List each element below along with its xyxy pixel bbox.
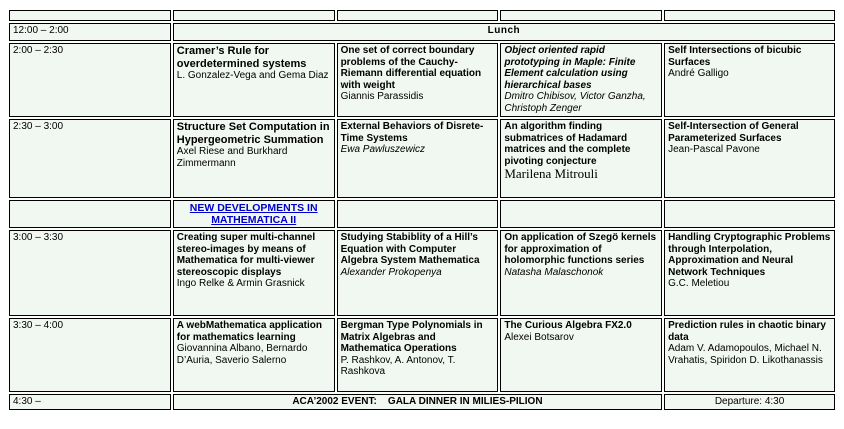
- talk-authors: André Galligo: [668, 68, 729, 79]
- empty-cell: [664, 200, 835, 228]
- talk-authors: Dmitro Chibisov, Victor Ganzha, Christoph Zenger: [504, 91, 646, 114]
- talk-authors: Axel Riese and Burkhard Zimmermann: [176, 146, 288, 169]
- table-row: [9, 119, 835, 198]
- talk-title: Studying Stabiblity of a Hill’s Equation with Computer Algebra System Mathematica: [340, 232, 480, 266]
- talk-authors: Adam V. Adamopoulos, Michael N. Vrahatis, Spiridon D. Likothanassis: [668, 343, 823, 366]
- departure-cell: Departure: 4:30: [664, 394, 835, 410]
- talk-title: The Curious Algebra FX2.0: [504, 320, 632, 331]
- talk-title: An algorithm finding submatrices of Hadamard matrices and the complete pivoting conjecture: [504, 121, 631, 167]
- talk-title: Structure Set Computation in Hypergeometric Summation: [176, 121, 330, 146]
- time-cell: 2:30 – 3:00: [9, 119, 171, 198]
- empty-cell: [337, 200, 499, 228]
- header-cell: [9, 10, 171, 21]
- talk-cell: [664, 318, 835, 392]
- session-link[interactable]: NEW DEVELOPMENTS IN MATHEMATICA II: [189, 202, 318, 226]
- time-cell: 2:00 – 2:30: [9, 43, 171, 117]
- talk-cell: [173, 43, 335, 117]
- table-row: [9, 230, 835, 316]
- talk-title: Prediction rules in chaotic binary data: [668, 320, 826, 343]
- header-cell: [337, 10, 499, 21]
- talk-authors: Natasha Malaschonok: [504, 266, 604, 278]
- talk-title: External Behaviors of Disrete-Time Systems: [340, 121, 484, 144]
- lunch-banner: Lunch: [173, 23, 835, 41]
- talk-title: Handling Cryptographic Problems through Interpolation, Approximation and Neural Network Techniques: [668, 232, 831, 278]
- talk-authors: Giannis Parassidis: [340, 91, 424, 102]
- talk-authors: Marilena Mitrouli: [504, 166, 598, 181]
- talk-title: Cramer’s Rule for overdetermined systems: [176, 45, 307, 70]
- talk-authors: Alexander Prokopenya: [340, 266, 442, 278]
- talk-cell: [664, 43, 835, 117]
- talk-title: One set of correct boundary problems of the Cauchy-Riemann differential equation with weight: [340, 45, 482, 91]
- empty-cell: [9, 200, 171, 228]
- talk-title: A webMathematica application for mathematics learning: [176, 320, 322, 343]
- talk-title: Self-Intersection of General Parameterized Surfaces: [668, 121, 799, 144]
- talk-authors: Giovannina Albano, Bernardo D’Auria, Saverio Salerno: [176, 343, 308, 366]
- talk-authors: G.C. Meletiou: [668, 278, 730, 289]
- talk-cell: [173, 119, 335, 198]
- table-row: [9, 23, 835, 41]
- talk-title: Bergman Type Polynomials in Matrix Algebras and Mathematica Operations: [340, 320, 483, 354]
- event-row: [9, 394, 835, 410]
- empty-cell: [500, 200, 662, 228]
- time-cell: 3:30 – 4:00: [9, 318, 171, 392]
- talk-title: Self Intersections of bicubic Surfaces: [668, 45, 802, 68]
- schedule-table: [7, 8, 837, 412]
- talk-authors: Ewa Pawluszewicz: [340, 144, 426, 155]
- talk-cell: [664, 119, 835, 198]
- talk-cell: [337, 119, 499, 198]
- talk-title: Creating super multi-channel stereo-images by means of Mathematica for multi-viewer stereoscopic displays: [176, 232, 316, 278]
- talk-authors: Ingo Relke & Armin Grasnick: [176, 278, 305, 289]
- talk-cell: [337, 43, 499, 117]
- table-row: [9, 318, 835, 392]
- gala-dinner-event: [173, 394, 662, 410]
- talk-authors: L. Gonzalez-Vega and Gema Diaz: [176, 70, 329, 81]
- session-cell: [173, 200, 335, 228]
- header-cell: [173, 10, 335, 21]
- talk-cell: [337, 230, 499, 316]
- talk-authors: P. Rashkov, A. Antonov, T. Rashkova: [340, 354, 456, 377]
- talk-cell: [337, 318, 499, 392]
- talk-authors: Jean-Pascal Pavone: [668, 144, 760, 155]
- header-row: [9, 10, 835, 21]
- talk-cell: [173, 230, 335, 316]
- time-cell: 4:30 –: [9, 394, 171, 410]
- talk-cell: [500, 43, 662, 117]
- event-text: ACA’2002 EVENT: GALA DINNER IN MILIES-PILION: [292, 396, 543, 407]
- time-cell: 3:00 – 3:30: [9, 230, 171, 316]
- talk-cell: [500, 119, 662, 198]
- header-cell: [664, 10, 835, 21]
- session-row: [9, 200, 835, 228]
- talk-title: On application of Szegö kernels for approximation of holomorphic functions series: [504, 232, 657, 266]
- table-row: [9, 43, 835, 117]
- talk-cell: [500, 318, 662, 392]
- talk-title: Object oriented rapid prototyping in Maple: Finite Element calculation using hierarchical bases: [504, 45, 636, 91]
- talk-cell: [664, 230, 835, 316]
- talk-cell: [173, 318, 335, 392]
- time-cell: 12:00 – 2:00: [9, 23, 171, 41]
- header-cell: [500, 10, 662, 21]
- talk-cell: [500, 230, 662, 316]
- talk-authors: Alexei Botsarov: [504, 331, 574, 343]
